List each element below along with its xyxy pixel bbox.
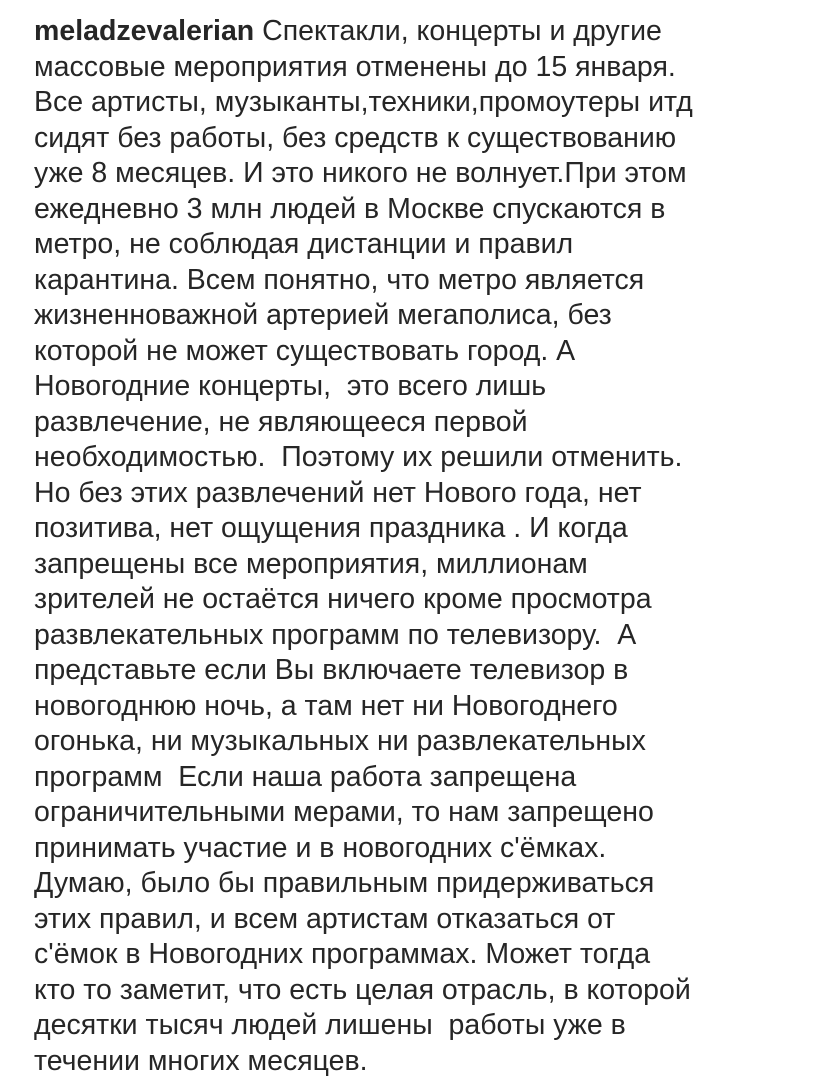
caption-line: Думаю, было бы правильным придерживаться bbox=[34, 867, 655, 899]
caption-line: сидят без работы, без средств к существованию bbox=[34, 121, 677, 154]
username-link[interactable]: meladzevalerian bbox=[34, 15, 255, 47]
caption-line: жизненноважной артерией мегаполиса, без bbox=[34, 299, 612, 331]
caption-line: зрителей не остаётся ничего кроме просмотра bbox=[34, 583, 652, 615]
caption-line: кто то заметит, что есть целая отрасль, в которой bbox=[34, 973, 691, 1006]
caption-line: этих правил, и всем артистам отказаться от bbox=[34, 902, 616, 935]
caption-text: Спектакли, концерты и другие bbox=[254, 15, 662, 47]
caption-line: запрещены все мероприятия, миллионам bbox=[34, 547, 588, 580]
caption-line: необходимостью. Поэтому их решили отменить. bbox=[34, 441, 683, 473]
caption-line: новогоднюю ночь, а там нет ни Новогоднего bbox=[34, 689, 618, 722]
caption-line: Новогодние концерты, это всего лишь bbox=[34, 370, 547, 402]
caption-line: которой не может существовать город. А bbox=[34, 334, 576, 367]
post-caption bbox=[34, 14, 804, 1079]
caption-line: Все артисты, музыканты,техники,промоутеры итд bbox=[34, 86, 693, 118]
caption-line: массовые мероприятия отменены до 15 января. bbox=[34, 50, 676, 83]
caption-line: десятки тысяч людей лишены работы уже в bbox=[34, 1009, 626, 1041]
caption-line: Но без этих развлечений нет Нового года, нет bbox=[34, 476, 642, 509]
caption-line: развлекательных программ по телевизору. А bbox=[34, 618, 637, 651]
caption-line: принимать участие и в новогодних с'ёмках. bbox=[34, 831, 607, 864]
caption-line: представьте если Вы включаете телевизор в bbox=[34, 654, 629, 686]
caption-line: программ Если наша работа запрещена bbox=[34, 760, 577, 793]
caption-line: ограничительными мерами, то нам запрещено bbox=[34, 796, 654, 828]
caption-line: с'ёмок в Новогодних программах. Может тогда bbox=[34, 938, 651, 970]
caption-line: огонька, ни музыкальных ни развлекательных bbox=[34, 725, 646, 757]
caption-line: метро, не соблюдая дистанции и правил bbox=[34, 228, 574, 260]
caption-line: уже 8 месяцев. И это никого не волнует.При этом bbox=[34, 157, 687, 189]
caption-line: течении многих месяцев. bbox=[34, 1044, 368, 1077]
caption-line: развлечение, не являющееся первой bbox=[34, 405, 528, 438]
caption-line-1 bbox=[34, 14, 804, 50]
caption-line: позитива, нет ощущения праздника . И когда bbox=[34, 512, 628, 544]
caption-line: ежедневно 3 млн людей в Москве спускаются в bbox=[34, 192, 666, 225]
caption-line: карантина. Всем понятно, что метро является bbox=[34, 263, 645, 296]
